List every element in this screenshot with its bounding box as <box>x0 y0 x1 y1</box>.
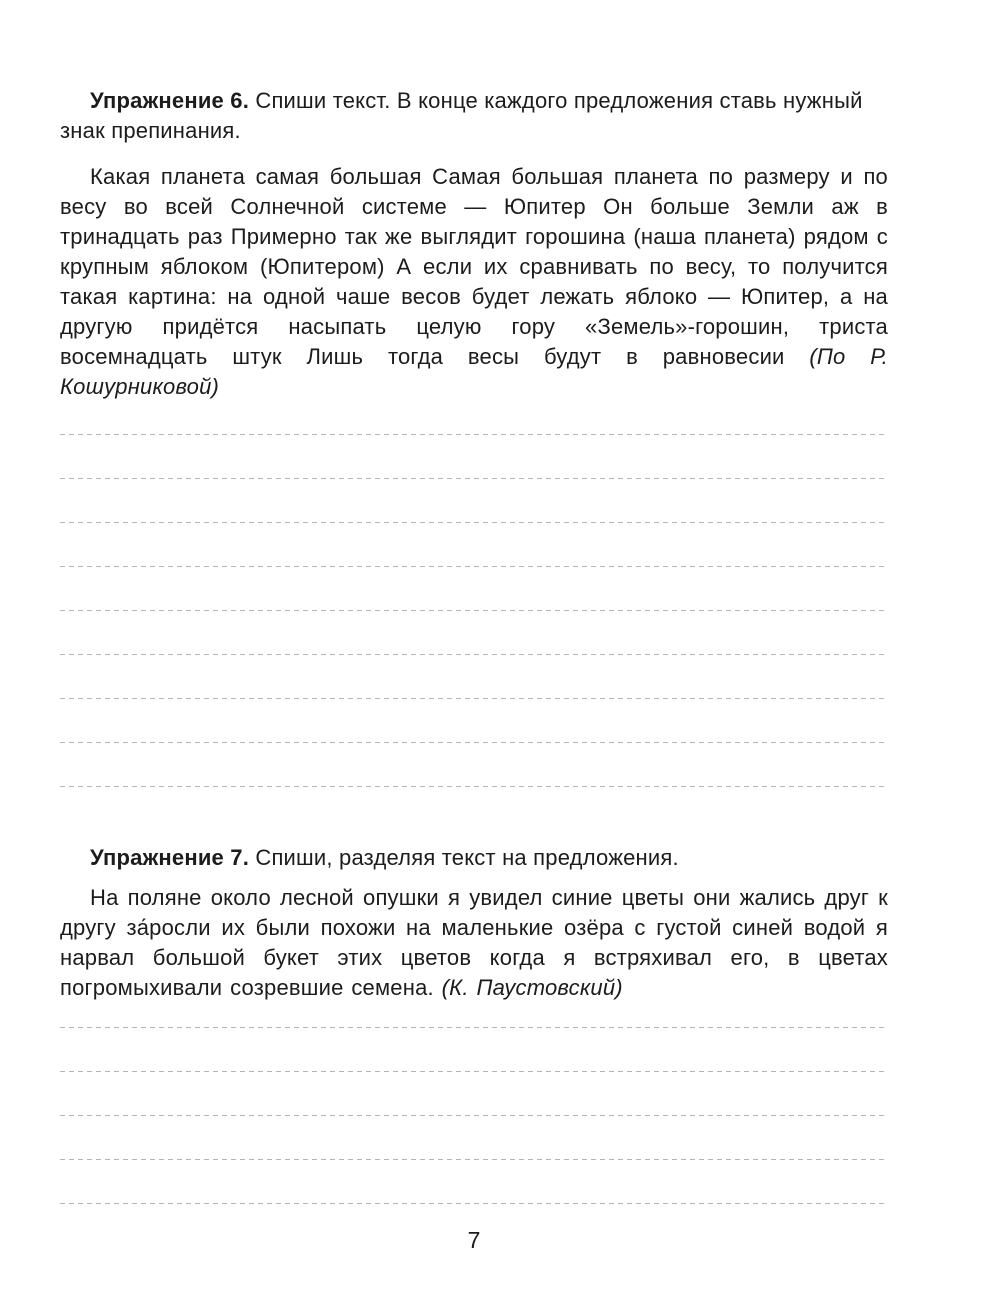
writing-line <box>60 1159 888 1160</box>
writing-line <box>60 742 888 743</box>
exercise-6-heading <box>60 86 888 146</box>
exercise-6-label: Упражнение 6. <box>90 88 250 113</box>
writing-line <box>60 654 888 655</box>
writing-line <box>60 1071 888 1072</box>
writing-line <box>60 478 888 479</box>
writing-line <box>60 698 888 699</box>
page-number: 7 <box>467 1227 481 1253</box>
exercise-7-attribution: (К. Паустовский) <box>441 975 623 1000</box>
exercise-7-writing-lines <box>60 1027 888 1204</box>
exercise-6 <box>60 86 888 787</box>
writing-line <box>60 522 888 523</box>
exercise-7-text <box>60 883 888 1003</box>
exercise-7-label: Упражнение 7. <box>90 845 250 870</box>
exercise-6-text <box>60 162 888 402</box>
writing-line <box>60 1027 888 1028</box>
writing-line <box>60 786 888 787</box>
exercise-7 <box>60 843 888 1204</box>
writing-line <box>60 1115 888 1116</box>
exercise-7-heading <box>60 843 888 873</box>
exercise-6-body-text: Какая планета самая большая Самая большая планета по размеру и по весу во всей Солнечной системе — Юпитер Он больше Земли аж в тринадцать раз Примерно так же выглядит горошина (наша планета) рядом с крупным яблоком (Юпитером) А если их сравнивать по весу, то получится такая картина: на одной чаше весов будет лежать яблоко — Юпитер, а на другую придётся насыпать целую гору «Земель»-горошин, триста восемнадцать штук Лишь тогда весы будут в равновесии <box>60 164 888 369</box>
writing-line <box>60 1203 888 1204</box>
exercise-7-instruction: Спиши, разделяя текст на предложения. <box>249 845 679 870</box>
writing-line <box>60 610 888 611</box>
exercise-6-attribution: (По Р. Кошурниковой) <box>60 344 888 399</box>
exercise-7-body-text: На поляне около лесной опушки я увидел синие цветы они жались друг к другу за́росли их были похожи на маленькие озёра с густой синей водой я нарвал большой букет этих цветов когда я встряхивал его, в цветах погромыхивали созревшие семена. <box>60 885 888 1000</box>
writing-line <box>60 566 888 567</box>
exercise-6-writing-lines <box>60 434 888 787</box>
writing-line <box>60 434 888 435</box>
exercise-6-instruction: Спиши текст. В конце каждого предложения ставь нужный знак препинания. <box>60 88 863 143</box>
